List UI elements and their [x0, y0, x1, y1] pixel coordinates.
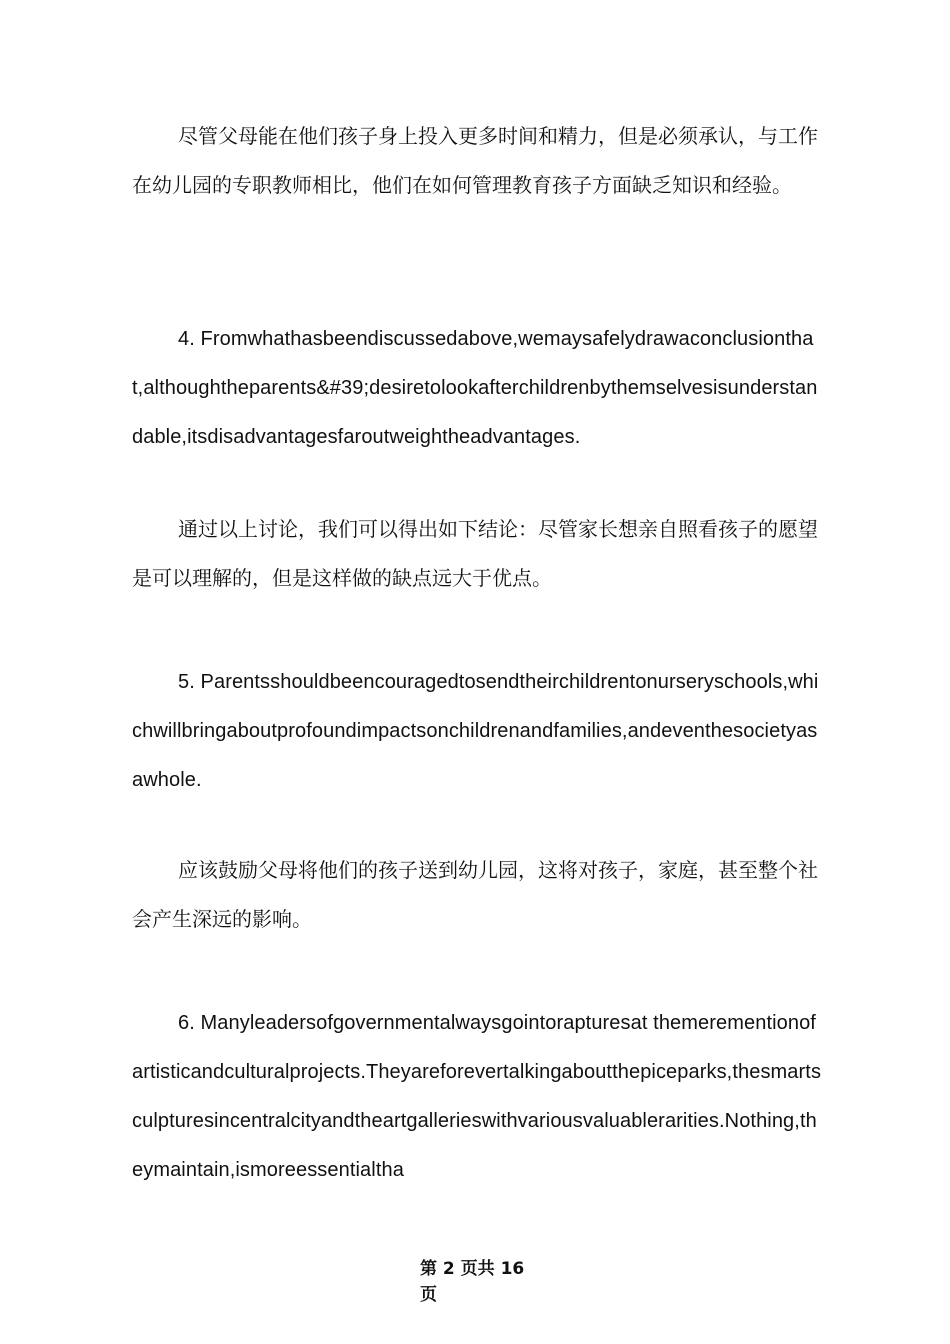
paragraph-english-5: 5. Parentsshouldbeencouragedtosendtheirchildrentonurseryschools,whichwillbringaboutprofoundimpactsonchildrenandfamilies,andeventhesocietyasawhole.: [132, 671, 819, 791]
paragraph-chinese-1: 尽管父母能在他们孩子身上投入更多时间和精力，但是必须承认，与工作在幼儿园的专职教师相比，他们在如何管理教育孩子方面缺乏知识和经验。: [132, 124, 818, 197]
paragraph-english-4: 4. Fromwhathasbeendiscussedabove,wemaysafelydrawaconclusionthat,althoughtheparents&#39;desiretolookafterchildrenbythemselvesisunderstandable,itsdisadvantagesfaroutweightheadvantages.: [132, 328, 818, 448]
page-number-label: 第 2 页共 16 页: [420, 1259, 525, 1305]
page-footer: [0, 1256, 950, 1308]
paragraph-chinese-conclusion: 通过以上讨论，我们可以得出如下结论：尽管家长想亲自照看孩子的愿望是可以理解的，但是这样做的缺点远大于优点。: [132, 517, 818, 590]
paragraph-chinese-nursery: 应该鼓励父母将他们的孩子送到幼儿园，这将对孩子，家庭，甚至整个社会产生深远的影响。: [132, 858, 818, 931]
paragraph-english-6: 6. Manyleadersofgovernmentalwaysgointorapturesat themerementionofartisticandculturalprojects.Theyareforevertalkingaboutthepiceparks,thesmartsculpturesincentralcityandtheartgallerieswithvariousvaluablerarities.Nothing,theymaintain,ismoreessentialtha: [132, 1012, 822, 1181]
